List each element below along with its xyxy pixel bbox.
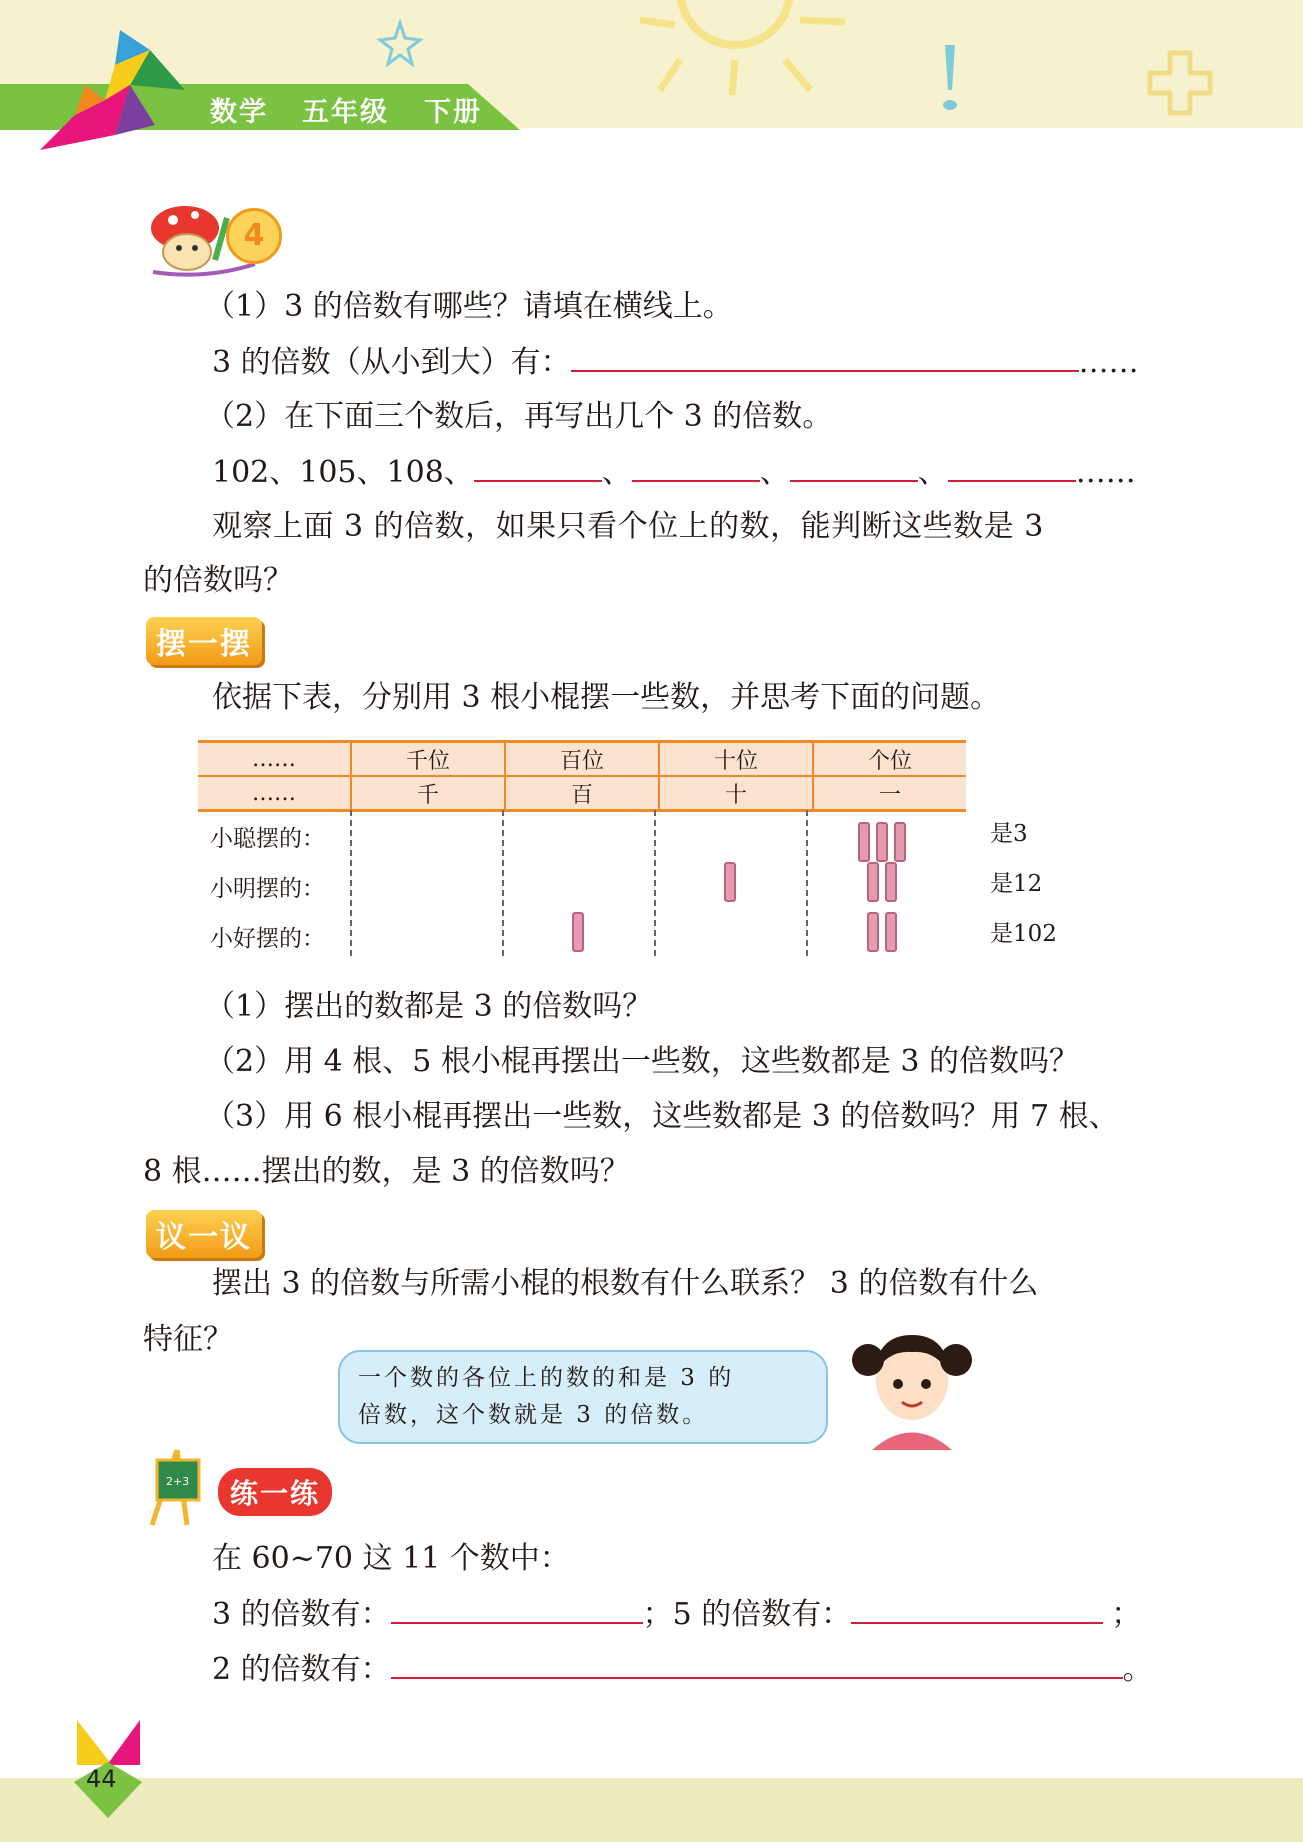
exclamation-icon [935,40,965,115]
arrange-q2: （2）用 4 根、5 根小棍再摆出一些数，这些数都是 3 的倍数吗？ [205,1044,1080,1079]
counting-stick [876,822,888,862]
practice-badge: 练一练 [218,1468,332,1516]
arrange-intro: 依据下表，分别用 3 根小棍摆一些数，并思考下面的问题。 [212,680,1001,715]
row-result-xiaohao: 是102 [990,921,1057,947]
q2-question: （2）在下面三个数后，再写出几个 3 的倍数。 [205,399,833,434]
end-period: 。 [1122,1652,1153,1687]
discuss-line1: 摆出 3 的倍数与所需小棍的根数有什么联系？ 3 的倍数有什么 [212,1266,1039,1301]
svg-text:2+3: 2+3 [166,1475,190,1488]
end-semicolon: ； [1111,1597,1142,1632]
row-result-xiaocong: 是3 [990,821,1028,847]
multiples-5-label: ；5 的倍数有： [642,1597,852,1632]
discuss-badge: 议一议 [146,1210,262,1258]
arrange-q1: （1）摆出的数都是 3 的倍数吗？ [205,989,653,1024]
q2-blank-1[interactable] [474,450,602,482]
discuss-line2: 特征？ [143,1322,233,1357]
table-header-cell: …… [198,742,351,777]
multiples-3-blank[interactable] [391,1592,643,1624]
girl-avatar [852,1320,972,1452]
arrange-badge: 摆一摆 [146,617,262,665]
q2-ellipsis: …… [1075,455,1136,490]
practice-intro: 在 60~70 这 11 个数中： [212,1541,570,1576]
arrange-q3-line2: 8 根……摆出的数，是 3 的倍数吗？ [143,1154,630,1189]
q1-question: （1）3 的倍数有哪些？请填在横线上。 [205,289,733,324]
header-volume: 下册 [424,97,482,128]
sun-icon [620,0,860,100]
counting-stick [867,912,879,952]
table-header-cell: …… [198,776,351,811]
practice-multiples-3-5 [212,1592,1141,1637]
multiples-2-blank[interactable] [391,1647,1123,1679]
q2-sep: 、 [759,455,790,490]
multiples-5-blank[interactable] [851,1592,1103,1624]
table-header-cell: 个位 [813,742,966,777]
arrange-q3-line1: （3）用 6 根小棍再摆出一些数，这些数都是 3 的倍数吗？用 7 根、 [205,1099,1119,1134]
q1-ellipsis: …… [1078,345,1139,380]
row-name-xiaocong: 小聪摆的： [210,826,325,852]
table-header-cell: 十位 [659,742,813,777]
table-header-cell: 千 [351,776,505,811]
counting-sticks [0,0,1303,1]
practice-multiples-2 [212,1647,1153,1692]
row-result-xiaoming: 是12 [990,871,1043,897]
q2-sequence [212,450,1136,495]
counting-stick [885,862,897,902]
column-divider [502,810,504,956]
header-subject: 数学 [210,97,268,128]
star-icon [375,18,425,68]
table-header-cell: 十 [659,776,813,811]
counting-stick [867,862,879,902]
column-divider [350,810,352,956]
footer-band [0,1778,1303,1842]
q2-given: 102、105、108、 [212,455,474,490]
counting-stick [885,912,897,952]
counting-stick [572,912,584,952]
table-header-cell: 千位 [351,742,505,777]
observe-line2: 的倍数吗？ [143,563,293,598]
counting-stick [894,822,906,862]
header-grade: 五年级 [302,97,389,128]
page-number: 44 [86,1765,117,1793]
plus-icon [1145,48,1215,118]
row-name-xiaoming: 小明摆的： [210,876,325,902]
bubble-line2: 倍数，这个数就是 3 的倍数。 [358,1402,709,1428]
blackboard-icon [142,1445,222,1530]
counting-stick [858,822,870,862]
multiples-3-label: 3 的倍数有： [212,1597,391,1632]
q2-blank-4[interactable] [948,450,1076,482]
q2-sep: 、 [917,455,948,490]
row-name-xiaohao: 小好摆的： [210,926,325,952]
counting-stick [724,862,736,902]
table-header-cell: 百位 [505,742,659,777]
q2-blank-3[interactable] [790,450,918,482]
q1-answer-blank[interactable] [571,340,1079,372]
speech-bubble [338,1350,828,1444]
table-header-cell: 一 [813,776,966,811]
q2-sep: 、 [601,455,632,490]
column-divider [654,810,656,956]
q1-prompt-text: 3 的倍数（从小到大）有： [212,345,571,380]
observe-line1: 观察上面 3 的倍数，如果只看个位上的数，能判断这些数是 3 [212,509,1044,544]
tangram-logo-icon [35,25,185,160]
q2-blank-2[interactable] [632,450,760,482]
column-divider [806,810,808,956]
multiples-2-label: 2 的倍数有： [212,1652,391,1687]
table-header-cell: 百 [505,776,659,811]
bubble-line1: 一个数的各位上的数的和是 3 的 [358,1365,735,1391]
q1-prompt [212,340,1139,385]
place-value-table [198,740,966,812]
section-number: 4 [226,208,282,264]
